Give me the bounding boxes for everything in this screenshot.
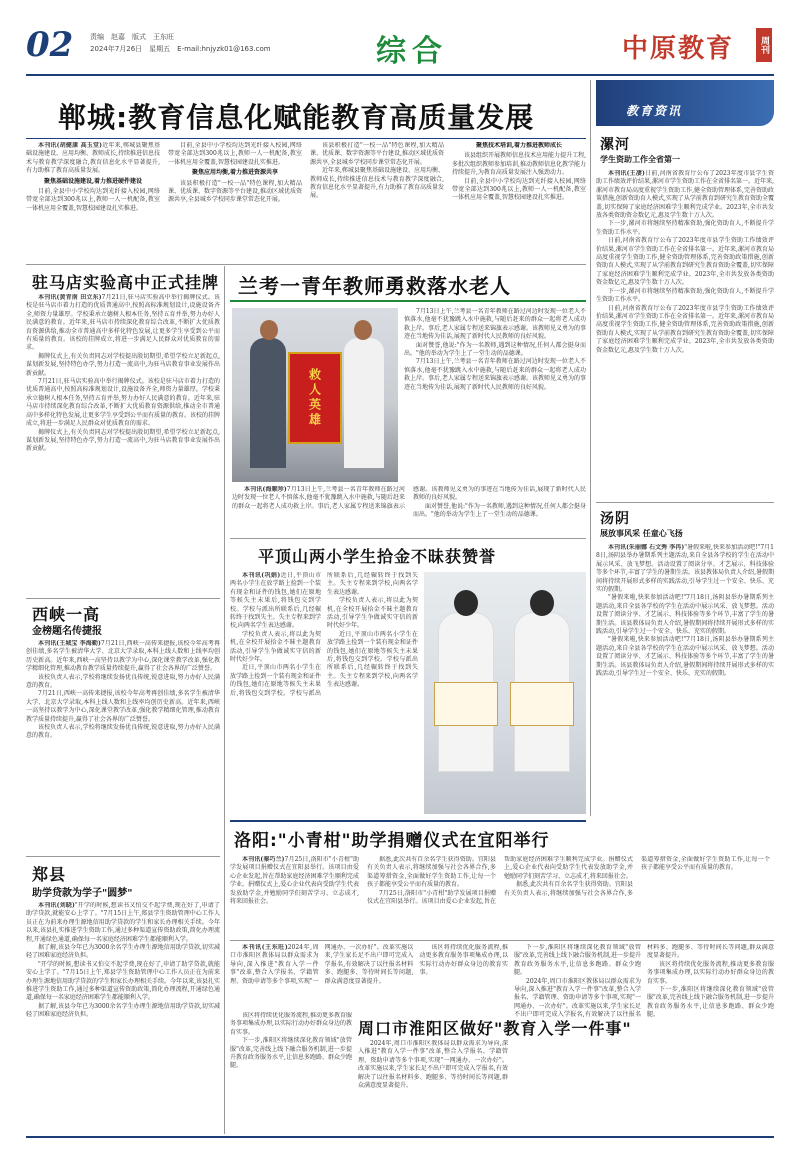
date-line: 2024年7月26日 星期五 E-mail:hnjyzk01@163.com <box>90 45 271 53</box>
paper-name: 中原教育 <box>622 34 735 64</box>
zhoukou-body-top: 本刊讯(王东旺)2024年,周口市淮阳区教体局以群众需求为导向,深入推进"教育入学一件事"改革,整合入学报名、学籍管理、资助申请等多个事项,实现"一网通办、一次办好"。改革实施以来,学生家长足不出户即可完成入学报名,有效解决了以往报名材料多、跑腿多、等待时间长等问题,群众满意度显著提升。 该区将持续优化服务流程,推动更多教育服务事项集成办理,以实际行动办好群众身边的教育实事。 <box>230 944 508 985</box>
pingdingshan-body: 本刊讯(巩娟)近日,平顶山市两名小学生在放学路上捡到一个装有现金和证件的钱包,她们在原地等候失主未果后,将钱包交到学校。学校与派出所联系后,几经辗转终于找到失主。失主专程来到学校,向两名学生表达感谢。 学校负责人表示,将以此为契机,在全校开展拾金不昧主题教育活动,引导学生争做诚实守信的新时代好少年。 近日,平顶山市两名小学生在放学路上捡到一个装有现金和证件的钱包,她们在原地等候失主未果后,将钱包交到学校。学校与派出所联系后,几经辗转终于找到失主。失主专程来到学校,向两名学生表达感谢。 学校负责人表示,将以此为契机,在全校开展拾金不昧主题教育活动,引导学生争做诚实守信的新时代好少年。 近日,平顶山市两名小学生在放学路上捡到一个装有现金和证件的钱包,她们在原地等候失主未果后,将钱包交到学校。学校与派出所联系后,几经辗转终于找到失主。失主专程来到学校,向两名学生表达感谢。 <box>230 572 418 697</box>
student-right-head <box>530 590 554 616</box>
person-right <box>344 338 384 468</box>
zhumadian-byline: 本刊讯(黄青南 田立东) <box>38 294 102 301</box>
zhoukou-body-right: 下一步,淮阳区将继续深化教育领域"放管服"改革,完善线上线下融合服务机制,进一步提升教育政务服务水平,让信息多跑路、群众少跑腿。 2024年,周口市淮阳区教体局以群众需求为导向,深入推进"教育入学一件事"改革,整合入学报名、学籍管理、资助申请等多个事项,实现"一网通办、一次办好"。改革实施以来,学生家长足不出户即可完成入学报名,有效解决了以往报名材料多、跑腿多、等待时间长等问题,群众满意度显著提升。 该区将持续优化服务流程,推动更多教育服务事项集成办理,以实际行动办好群众身边的教育实事。 下一步,淮阳区将继续深化教育领域"放管服"改革,完善线上线下融合服务机制,进一步提升教育政务服务水平,让信息多跑路、群众少跑腿。 <box>514 944 774 1019</box>
lead-column-1: 本刊讯(胡健康 高玉堂)近年来,郸城县聚焦基础设施建设、应用均衡、教师成长,持续推进信息技术与教育教学深度融合,教育信息化水平显著提升,有力助推了教育高质量发展。 聚焦基础设施建设,着力推进硬件建设 目前,全县中小学校均达到光纤接入校园,网络带宽全部达到300兆以上,教师一人一机配备,教室一体机应用全覆盖,智慧校园建设扎实推进。 <box>26 142 160 212</box>
banner-text: 救人英雄 <box>307 368 322 428</box>
xixia-subhead: 金榜题名传捷报 <box>32 626 102 637</box>
pingdingshan-photo <box>424 572 586 814</box>
xixia-headline: 西峡一高 <box>32 605 101 624</box>
luoyang-body: 本刊讯(秦巧兰)7月25日,洛阳市"小青柑"助学发展项目捐赠仪式在宜阳县举行。该项目由爱心企业发起,旨在帮助家庭经济困难学生顺利完成学业。捐赠仪式上,爱心企业代表向受助学生代表发放助学金,并勉励同学们刻苦学习、立志成才,将来回报社会。 据悉,此次共有百余名学生获得资助。宜阳县有关负责人表示,将继续加强与社会各界合作,多渠道筹措资金,全面做好学生资助工作,让每一个孩子都能享受公平而有质量的教育。 7月25日,洛阳市"小青柑"助学发展项目捐赠仪式在宜阳县举行。该项目由爱心企业发起,旨在帮助家庭经济困难学生顺利完成学业。捐赠仪式上,爱心企业代表向受助学生代表发放助学金,并勉励同学们刻苦学习、立志成才,将来回报社会。 据悉,此次共有百余名学生获得资助。宜阳县有关负责人表示,将继续加强与社会各界合作,多渠道筹措资金,全面做好学生资助工作,让每一个孩子都能享受公平而有质量的教育。 <box>230 856 770 906</box>
masthead <box>26 26 774 72</box>
news-tag-label: 教育资讯 <box>626 104 683 118</box>
zhoukou-headline: 周口市淮阳区做好"教育入学一件事" <box>358 1019 632 1038</box>
zhengzhou-body: 本刊讯(刘晓)"开学的时候,想读书又怕交不起学费,现在好了,申请了助学贷款,就能安心上学了。"7月15日上午,郑县学生资助管理中心工作人员正在为前来办理生源地信用助学贷款的学生和家长办理相关手续。今年以来,该县扎实推进学生资助工作,通过多种渠道宣传资助政策,简化办理流程,开通绿色通道,确保每一名家庭经济困难学生都能顺利入学。 据了解,该县今年已为3000余名学生办理生源地信用助学贷款,切实减轻了困难家庭经济负担。 "开学的时候,想读书又怕交不起学费,现在好了,申请了助学贷款,就能安心上学了。"7月15日上午,郑县学生资助管理中心工作人员正在为前来办理生源地信用助学贷款的学生和家长办理相关手续。今年以来,该县扎实推进学生资助工作,通过多种渠道宣传资助政策,简化办理流程,开通绿色通道,确保每一名家庭经济困难学生都能顺利入学。 据了解,该县今年已为3000余名学生办理生源地信用助学贷款,切实减轻了困难家庭经济负担。 <box>26 902 220 1019</box>
luohe-body: 本刊讯(王凄)日前,河南省教育厅公布了2023年度市县学生资助工作绩效评价结果,漯河市学生资助工作在全省排名第一。近年来,漯河市教育局高度重视学生资助工作,健全资助管理体系,完善资助政策措施,创新资助育人模式,实现了从学前教育到研究生教育资助全覆盖,切实保障了家庭经济困难学生顺利完成学业。2023年,全市共发放各类资助资金数亿元,惠及学生数十万人次。 下一步,漯河市将继续坚持精准资助,强化资助育人,不断提升学生资助工作水平。 日前,河南省教育厅公布了2023年度市县学生资助工作绩效评价结果,漯河市学生资助工作在全省排名第一。近年来,漯河市教育局高度重视学生资助工作,健全资助管理体系,完善资助政策措施,创新资助育人模式,实现了从学前教育到研究生教育资助全覆盖,切实保障了家庭经济困难学生顺利完成学业。2023年,全市共发放各类资助资金数亿元,惠及学生数十万人次。 下一步,漯河市将继续坚持精准资助,强化资助育人,不断提升学生资助工作水平。 日前,河南省教育厅公布了2023年度市县学生资助工作绩效评价结果,漯河市学生资助工作在全省排名第一。近年来,漯河市教育局高度重视学生资助工作,健全资助管理体系,完善资助政策措施,创新资助育人模式,实现了从学前教育到研究生教育资助全覆盖,切实保障了家庭经济困难学生顺利完成学业。2023年,全市共发放各类资助资金数亿元,惠及学生数十万人次。 <box>596 170 774 354</box>
rescue-byline: 本刊讯(海顺珍) <box>244 486 287 493</box>
rescue-photo <box>232 308 398 482</box>
pingdingshan-byline: 本刊讯(巩娟) <box>242 572 281 579</box>
lead-subhead-1: 聚焦基础设施建设,着力推进硬件建设 <box>43 177 143 185</box>
person-left <box>250 338 286 468</box>
news-tag <box>596 80 774 126</box>
lead-headline: 郸城:教育信息化赋能教育高质量发展 <box>58 101 535 134</box>
luohe-subtitle: 学生资助工作全省第一 <box>600 155 680 164</box>
zhoukou-byline: 本刊讯(王东旺) <box>242 944 288 951</box>
person-left-head <box>260 320 278 340</box>
luoyang-headline: 洛阳:"小青柑"助学捐赠仪式在宜阳举行 <box>234 831 550 851</box>
lead-column-3: 该县积极打造"一校一品"特色课程,加大精品课、优质课、数字资源等平台建设,推动区域优质资源共享,全县城乡学校同步课堂常态化开展。 近年来,郸城县聚焦基础设施建设、应用均衡、教师成长,持续推进信息技术与教育教学深度融合,教育信息化水平显著提升,有力助推了教育高质量发展。 <box>310 142 444 200</box>
lead-subhead-2: 聚焦应用均衡,着力推进资源共享 <box>191 169 279 177</box>
rescue-body-right: 7月13日上午,兰考县一名青年教师在路过河边时发现一位老人不慎落水,他毫不犹豫跳入水中施救,与随后赶来的群众一起将老人成功救上岸。事后,老人家属专程送来锦旗表示感谢。该教师见义勇为的事迹在当地传为佳话,展现了新时代人民教师的良好风貌。 面对赞誉,他说:"作为一名教师,遇到这种情况,任何人都会挺身而出。"他的举动为学生上了一堂生动的品德课。 7月13日上午,兰考县一名青年教师在路过河边时发现一位老人不慎落水,他毫不犹豫跳入水中施救,与随后赶来的群众一起将老人成功救上岸。事后,老人家属专程送来锦旗表示感谢。该教师见义勇为的事迹在当地传为佳话,展现了新时代人民教师的良好风貌。 <box>404 308 586 391</box>
rescue-headline-band <box>230 266 586 302</box>
tangyin-byline: 本刊讯(朱丽娜 石文秀 李冉) <box>608 544 685 551</box>
zhengzhou-subhead: 助学贷款为学子"圆梦" <box>32 888 133 899</box>
luohe-byline: 本刊讯(王凄) <box>608 170 645 177</box>
tangyin-subtitle: 展放事风采 任童心飞扬 <box>600 529 683 538</box>
zhengzhou-headline: 郑县 <box>32 865 67 884</box>
zhumadian-headline: 驻马店实验高中正式挂牌 <box>32 273 220 292</box>
lead-column-4: 聚焦技术培训,着力推进教师成长 该县组织开展教师信息技术应用能力提升工程,多批次组织教师参加培训,推动教师信息化教学能力持续提升,为教育高质量发展注入强劲动力。 目前,全县中小学校均达到光纤接入校园,网络带宽全部达到300兆以上,教师一人一机配备,教室一体机应用全覆盖,智慧校园建设扎实推进。 <box>452 142 586 202</box>
xixia-body: 本刊讯(王城宝 李海勤)7月21日,西峡一高传来捷报,该校今年高考再创佳绩,多名学生被清华大学、北京大学录取,本科上线人数和上线率均创历史新高。近年来,西峡一高坚持以教学为中心,深化课堂教学改革,强化教学精细化管理,推动教育教学质量持续提升,赢得了社会各界的广泛赞誉。 该校负责人表示,学校将继续发扬优良传统,锐意进取,努力办好人民满意的教育。 7月21日,西峡一高传来捷报,该校今年高考再创佳绩,多名学生被清华大学、北京大学录取,本科上线人数和上线率均创历史新高。近年来,西峡一高坚持以教学为中心,深化课堂教学改革,强化教学精细化管理,推动教育教学质量持续提升,赢得了社会各界的广泛赞誉。 该校负责人表示,学校将继续发扬优良传统,锐意进取,努力办好人民满意的教育。 <box>26 640 220 740</box>
section-title: 综合 <box>376 34 448 69</box>
certificate-right <box>510 682 574 726</box>
lead-subhead-3: 聚焦技术培训,着力推进教师成长 <box>475 142 563 149</box>
rescue-body-bottom: 本刊讯(海顺珍)7月13日上午,兰考县一名青年教师在路过河边时发现一位老人不慎落水,他毫不犹豫跳入水中施救,与随后赶来的群众一起将老人成功救上岸。事后,老人家属专程送来锦旗表示感谢。该教师见义勇为的事迹在当地传为佳话,展现了新时代人民教师的良好风貌。 面对赞誉,他说:"作为一名教师,遇到这种情况,任何人都会挺身而出。"他的举动为学生上了一堂生动的品德课。 <box>232 486 586 519</box>
zhumadian-body: 本刊讯(黄青南 田立东)7月21日,驻马店实验高中举行揭牌仪式。该校是驻马店市着力打造的优质普通高中,按照高标准规划设计,设施设备齐全,师资力量雄厚。学校秉承立德树人根本任务,坚持五育并举,努力办好人民满意的教育。近年来,驻马店市持续深化教育综合改革,不断扩大优质教育资源供给,推动全市普通高中多样化特色发展,让更多学生享受到公平而有质量的教育。该校的挂牌成立,将进一步满足人民群众对优质教育的需求。 揭牌仪式上,有关负责同志对学校提出殷切期望,希望学校立足新起点,谋划新发展,坚持特色办学,努力打造一流高中,为驻马店教育事业发展作出新贡献。 7月21日,驻马店实验高中举行揭牌仪式。该校是驻马店市着力打造的优质普通高中,按照高标准规划设计,设施设备齐全,师资力量雄厚。学校秉承立德树人根本任务,坚持五育并举,努力办好人民满意的教育。近年来,驻马店市持续深化教育综合改革,不断扩大优质教育资源供给,推动全市普通高中多样化特色发展,让更多学生享受到公平而有质量的教育。该校的挂牌成立,将进一步满足人民群众对优质教育的需求。 揭牌仪式上,有关负责同志对学校提出殷切期望,希望学校立足新起点,谋划新发展,坚持特色办学,努力打造一流高中,为驻马店教育事业发展作出新贡献。 <box>26 294 220 453</box>
student-left-head <box>454 590 478 616</box>
tangyin-title: 汤阴 <box>600 511 630 527</box>
zhoukou-body-mid: 2024年,周口市淮阳区教体局以群众需求为导向,深入推进"教育入学一件事"改革,整合入学报名、学籍管理、资助申请等多个事项,实现"一网通办、一次办好"。改革实施以来,学生家长足不出户即可完成入学报名,有效解决了以往报名材料多、跑腿多、等待时间长等问题,群众满意度显著提升。 <box>358 1040 508 1090</box>
rescue-headline: 兰考一青年教师勇救落水老人 <box>238 274 511 298</box>
xixia-byline: 本刊讯(王城宝 李海勤) <box>38 640 101 647</box>
page-number: 02 <box>26 25 74 65</box>
zhengzhou-byline: 本刊讯(刘晓) <box>38 902 75 909</box>
weekly-badge: 周刊 <box>756 28 772 62</box>
certificate-left <box>434 682 498 726</box>
luoyang-byline: 本刊讯(秦巧兰) <box>242 856 285 863</box>
pingdingshan-headline: 平顶山两小学生拾金不昧获赞誉 <box>258 547 497 566</box>
person-right-head <box>354 320 372 340</box>
lead-column-2: 目前,全县中小学校均达到光纤接入校园,网络带宽全部达到300兆以上,教师一人一机配备,教室一体机应用全覆盖,智慧校园建设扎实推进。 聚焦应用均衡,着力推进资源共享 该县积极打造"一校一品"特色课程,加大精品课、优质课、数字资源等平台建设,推动区域优质资源共享,全县城乡学校同步课堂常态化开展。 <box>168 142 302 204</box>
banner-flag <box>288 352 342 444</box>
tangyin-body: 本刊讯(朱丽娜 石文秀 李冉)"暑假来啦,快来参加活动吧!"7月18日,汤阴县举办暑期系列主题活动,来自全县各学校的学生在活动中展示风采、放飞梦想。活动设置了阅读分享、才艺展示、科技体验等多个环节,丰富了学生的暑期生活。该县教体局负责人介绍,暑假期间将持续开展形式多样的实践活动,引导学生过一个安全、快乐、充实的假期。 "暑假来啦,快来参加活动吧!"7月18日,汤阴县举办暑期系列主题活动,来自全县各学校的学生在活动中展示风采、放飞梦想。活动设置了阅读分享、才艺展示、科技体验等多个环节,丰富了学生的暑期生活。该县教体局负责人介绍,暑假期间将持续开展形式多样的实践活动,引导学生过一个安全、快乐、充实的假期。 "暑假来啦,快来参加活动吧!"7月18日,汤阴县举办暑期系列主题活动,来自全县各学校的学生在活动中展示风采、放飞梦想。活动设置了阅读分享、才艺展示、科技体验等多个环节,丰富了学生的暑期生活。该县教体局负责人介绍,暑假期间将持续开展形式多样的实践活动,引导学生过一个安全、快乐、充实的假期。 <box>596 544 774 678</box>
zhoukou-body-left: 该区将持续优化服务流程,推动更多教育服务事项集成办理,以实际行动办好群众身边的教育实事。 下一步,淮阳区将继续深化教育领域"放管服"改革,完善线上线下融合服务机制,进一步提升教育政务服务水平,让信息多跑路、群众少跑腿。 <box>230 1012 352 1070</box>
masthead-rule <box>26 74 774 76</box>
lead-byline: 本刊讯(胡健康 高玉堂) <box>38 142 103 149</box>
luohe-title: 漯河 <box>600 137 630 153</box>
editor-line: 责编 赵嘉 版式 王东旺 <box>90 33 174 41</box>
